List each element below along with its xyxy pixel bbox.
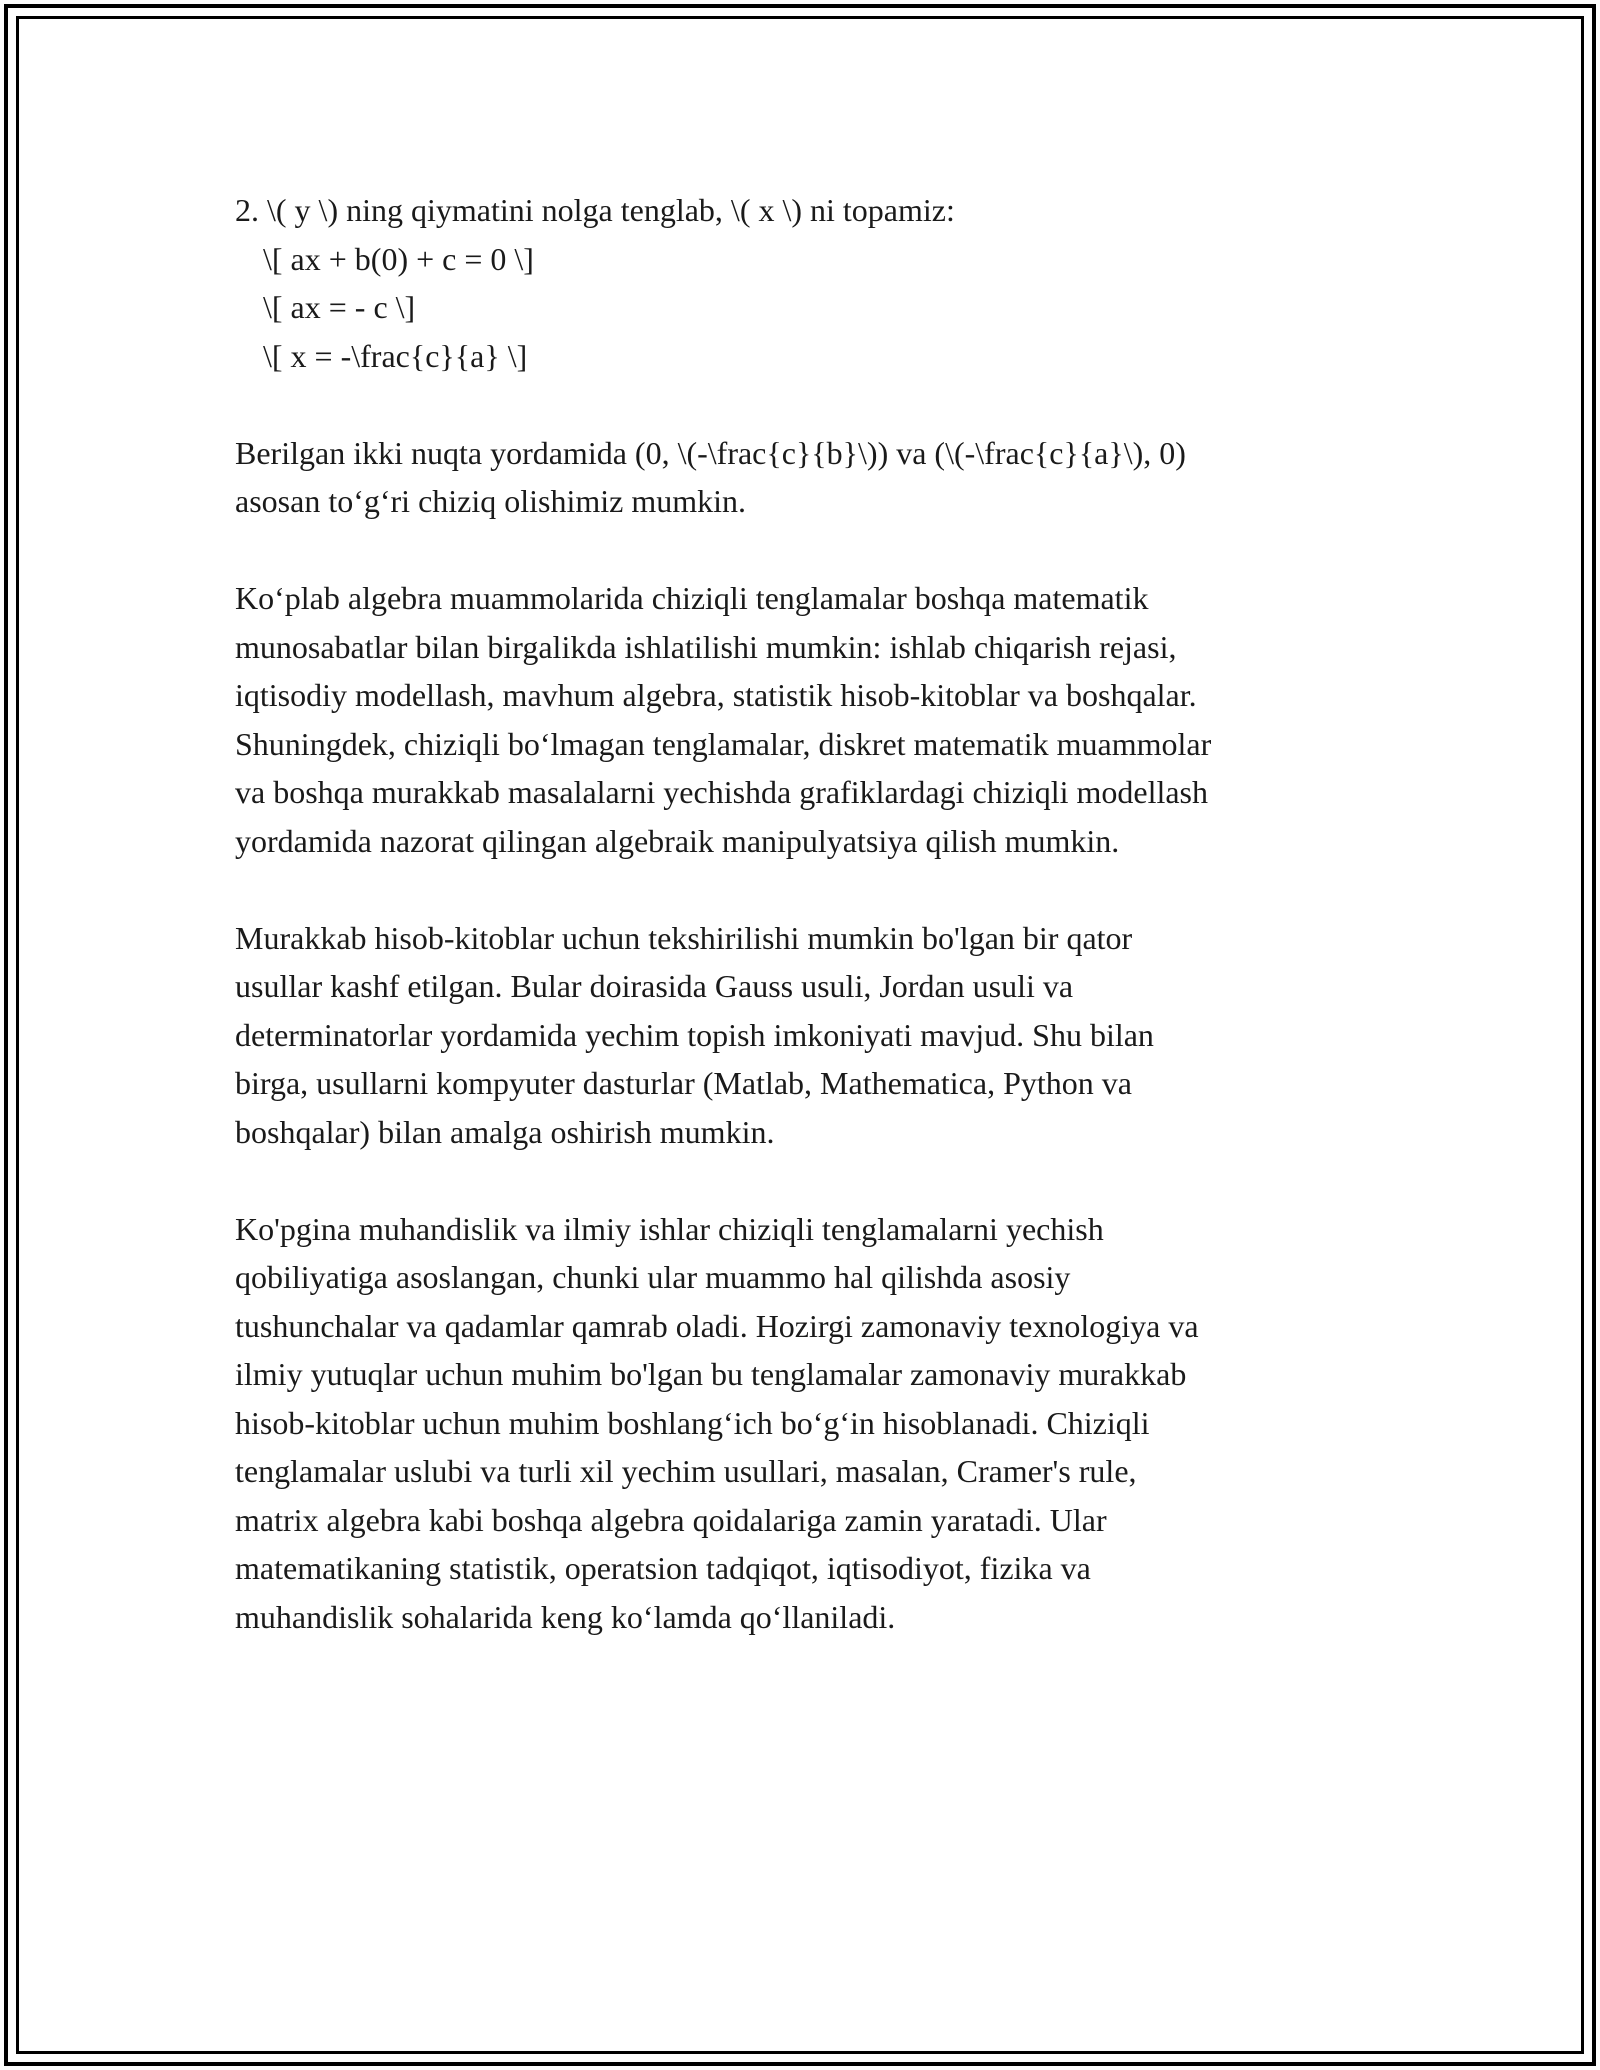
paragraph-line: qobiliyatiga asoslangan, chunki ular muammo hal qilishda asosiy bbox=[235, 1259, 1071, 1295]
paragraph-line: hisob-kitoblar uchun muhim boshlang‘ich bo‘g‘in hisoblanadi. Chiziqli bbox=[235, 1404, 1150, 1441]
paragraph-line: matematikaning statistik, operatsion tadqiqot, iqtisodiyot, fizika va bbox=[235, 1550, 1091, 1586]
paragraph-line: Ko'pgina muhandislik va ilmiy ishlar chiziqli tenglamalarni yechish bbox=[235, 1210, 1104, 1247]
paragraph-line: munosabatlar bilan birgalikda ishlatilishi mumkin: ishlab chiqarish rejasi, bbox=[235, 628, 1177, 665]
paragraph-line: yordamida nazorat qilingan algebraik manipulyatsiya qilish mumkin. bbox=[235, 822, 1120, 859]
paragraph-line: birga, usullarni kompyuter dasturlar (Matlab, Mathematica, Python va bbox=[235, 1065, 1132, 1101]
paragraph-line: tenglamalar uslubi va turli xil yechim usullari, masalan, Cramer's rule, bbox=[235, 1453, 1137, 1489]
paragraph-applications bbox=[235, 574, 1375, 865]
document-body bbox=[235, 186, 1375, 1690]
paragraph-line: muhandislik sohalarida keng ko‘lamda qo‘llaniladi. bbox=[235, 1598, 896, 1635]
paragraph-line: ilmiy yutuqlar uchun muhim bo'lgan bu tenglamalar zamonaviy murakkab bbox=[235, 1356, 1187, 1392]
paragraph-line: Murakkab hisob-kitoblar uchun tekshirilishi mumkin bo'lgan bir qator bbox=[235, 919, 1133, 956]
formula-3: \[ x = -\frac{c}{a} \] bbox=[263, 337, 528, 374]
paragraph-line: Shuningdek, chiziqli bo‘lmagan tenglamalar, diskret matematik muammolar bbox=[235, 725, 1212, 762]
step-heading: 2. \( y \) ning qiymatini nolga tenglab, \( x \) ni topamiz: bbox=[235, 192, 955, 228]
paragraph-line: asosan to‘g‘ri chiziq olishimiz mumkin. bbox=[235, 483, 747, 519]
paragraph-line: determinatorlar yordamida yechim topish imkoniyati mavjud. Shu bilan bbox=[235, 1016, 1154, 1053]
paragraph-line: Ko‘plab algebra muammolarida chiziqli tenglamalar boshqa matematik bbox=[235, 580, 1149, 616]
paragraph-methods bbox=[235, 914, 1375, 1157]
paragraph-line: usullar kashf etilgan. Bular doirasida Gauss usuli, Jordan usuli va bbox=[235, 968, 1074, 1004]
paragraph-two-points bbox=[235, 429, 1375, 526]
paragraph-engineering bbox=[235, 1205, 1375, 1642]
paragraph-line: boshqalar) bilan amalga oshirish mumkin. bbox=[235, 1113, 775, 1150]
paragraph-line: matrix algebra kabi boshqa algebra qoidalariga zamin yaratadi. Ular bbox=[235, 1501, 1107, 1538]
paragraph-line: Berilgan ikki nuqta yordamida (0, \(-\frac{c}{b}\)) va (\(-\frac{c}{a}\), 0) bbox=[235, 434, 1186, 471]
paragraph-line: va boshqa murakkab masalalarni yechishda grafiklardagi chiziqli modellash bbox=[235, 774, 1208, 810]
paragraph-line: iqtisodiy modellash, mavhum algebra, statistik hisob-kitoblar va boshqalar. bbox=[235, 677, 1197, 713]
step-2-block bbox=[235, 186, 1375, 380]
formula-2: \[ ax = - c \] bbox=[263, 289, 416, 325]
paragraph-line: tushunchalar va qadamlar qamrab oladi. Hozirgi zamonaviy texnologiya va bbox=[235, 1307, 1199, 1344]
formula-1: \[ ax + b(0) + c = 0 \] bbox=[263, 240, 534, 277]
